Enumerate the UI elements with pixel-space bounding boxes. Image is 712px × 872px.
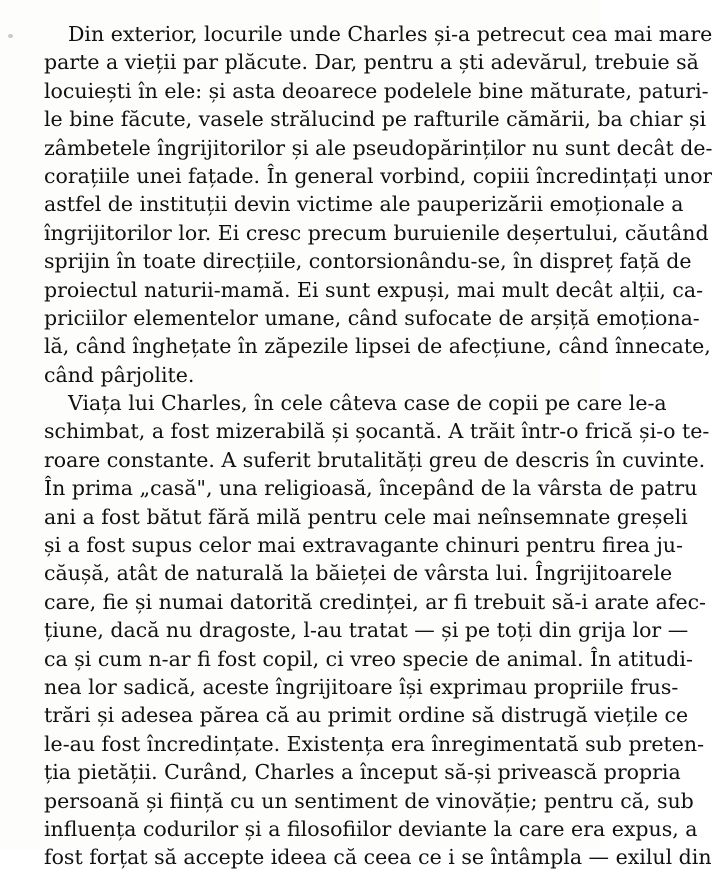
text-line: influența codurilor și a filosofiilor deviante la care era expus, a (44, 816, 698, 841)
text-line: le-au fost încredințate. Existența era înregimentată sub preten- (44, 731, 704, 756)
text-line: ca și cum n-ar fi fost copil, ci vreo specie de animal. În atitudi- (44, 646, 693, 671)
body-text (44, 20, 712, 872)
text-line: locuiești în ele: și asta deoarece podelele bine măturate, paturi- (44, 78, 709, 103)
text-line: le bine făcute, vasele strălucind pe rafturile cămării, ba chiar și (44, 107, 707, 132)
text-line: zâmbetele îngrijitorilor și ale pseudopărinților nu sunt decât de- (44, 135, 712, 160)
text-line: Din exterior, locurile unde Charles și-a petrecut cea mai mare (68, 22, 712, 46)
text-line: lă, când înghețate în zăpezile lipsei de afecțiune, când înnecate, (44, 334, 711, 359)
text-line: Viața lui Charles, în cele câteva case de copii pe care le-a (68, 391, 667, 416)
text-line: îngrijitorilor lor. Ei cresc precum buruienile deșertului, căutând (44, 220, 709, 245)
scan-speck (8, 34, 13, 38)
text-line: roare constante. A suferit brutalități greu de descris în cuvinte. (44, 447, 706, 472)
text-line: țiune, dacă nu dragoste, l-au tratat — și pe toți din grija lor — (44, 618, 689, 643)
text-line: nea lor sadică, aceste îngrijitoare își exprimau propriile frus- (44, 674, 679, 699)
text-line: În prima „casă", una religioasă, începând de la vârsta de patru (44, 476, 698, 501)
text-line: astfel de instituții devin victime ale pauperizării emoționale a (44, 192, 684, 217)
paragraph-2 (44, 389, 712, 872)
text-line: căușă, atât de naturală la băieței de vârsta lui. Îngrijitoarele (44, 561, 673, 586)
text-line: proiectul naturii-mamă. Ei sunt expuși, mai mult decât alții, ca- (44, 277, 704, 302)
text-line: când pârjolite. (44, 362, 195, 387)
text-line: fost forțat să accepte ideea că ceea ce i se întâmpla — exilul din (44, 845, 712, 870)
text-line: care, fie și numai datorită credinței, ar fi trebuit să-i arate afec- (44, 589, 706, 614)
paragraph-1 (44, 20, 712, 389)
text-line: parte a vieții par plăcute. Dar, pentru a ști adevărul, trebuie să (44, 50, 699, 75)
text-line: sprijin în toate direcțiile, contorsionându-se, în dispreț față de (44, 249, 692, 274)
text-line: priciilor elementelor umane, când sufocate de arșiță emoționa- (44, 305, 700, 330)
text-line: schimbat, a fost mizerabilă și șocantă. A trăit într-o frică și-o te- (44, 419, 710, 444)
text-line: persoană și ființă cu un sentiment de vinovăție; pentru că, sub (44, 788, 694, 813)
text-line: ția pietății. Curând, Charles a început să-și privească propria (44, 760, 681, 785)
text-line: trări și adesea părea că au primit ordine să distrugă viețile ce (44, 703, 689, 728)
text-line: corațiile unei fațade. În general vorbind, copiii încredințați unor (44, 163, 712, 188)
text-line: și a fost supus celor mai extravagante chinuri pentru firea ju- (44, 533, 683, 558)
text-line: ani a fost bătut fără milă pentru cele mai neînsemnate greșeli (44, 504, 688, 529)
